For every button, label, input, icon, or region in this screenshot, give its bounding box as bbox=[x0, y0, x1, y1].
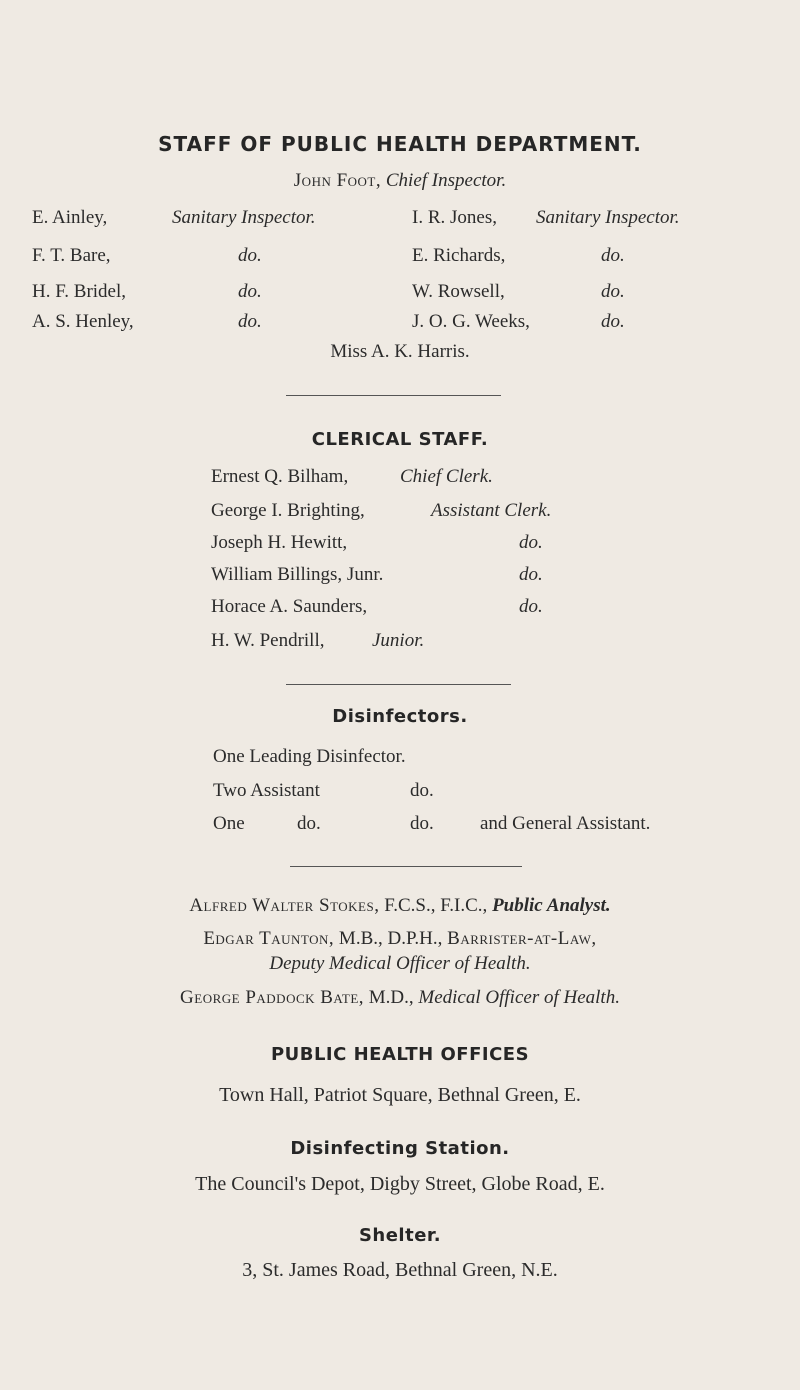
officer-taunton-name: Edgar Taunton, bbox=[203, 928, 335, 949]
staff-left-role-4: do. bbox=[238, 311, 262, 332]
officer-bate-quals: M.D., bbox=[368, 987, 414, 1008]
staff-heading: STAFF OF PUBLIC HEALTH DEPARTMENT. bbox=[158, 132, 642, 156]
clerical-name-4: William Billings, Junr. bbox=[211, 564, 384, 585]
chief-inspector-name: John Foot, bbox=[293, 170, 382, 191]
clerical-role-5: do. bbox=[519, 596, 543, 617]
staff-left-name-1: E. Ainley, bbox=[32, 207, 108, 228]
officer-taunton-quals: M.B., D.P.H., bbox=[338, 928, 443, 949]
staff-left-name-2: F. T. Bare, bbox=[32, 245, 111, 266]
offices-heading: PUBLIC HEALTH OFFICES bbox=[270, 1044, 530, 1065]
staff-right-role-1: Sanitary Inspector. bbox=[536, 207, 680, 228]
staff-left-role-2: do. bbox=[238, 245, 262, 266]
chief-inspector-role: Chief Inspector. bbox=[385, 170, 507, 191]
clerical-name-2: George I. Brighting, bbox=[211, 500, 365, 521]
staff-right-role-2: do. bbox=[601, 245, 625, 266]
staff-left-name-3: H. F. Bridel, bbox=[32, 281, 127, 302]
disinfectors-line-3b: do. bbox=[297, 813, 321, 834]
station-heading: Disinfecting Station. bbox=[290, 1138, 510, 1159]
shelter-heading: Shelter. bbox=[358, 1225, 442, 1246]
staff-right-name-3: W. Rowsell, bbox=[412, 281, 505, 302]
officer-bate-role: Medical Officer of Health. bbox=[418, 987, 620, 1008]
disinfectors-line-2a: Two Assistant bbox=[213, 780, 320, 801]
officer-taunton-line bbox=[0, 928, 800, 950]
officer-stokes-role: Public Analyst. bbox=[492, 895, 611, 916]
disinfectors-line-3c: do. bbox=[410, 813, 434, 834]
officer-taunton-extra: Barrister-at-Law, bbox=[447, 928, 597, 949]
officer-bate-name: George Paddock Bate, bbox=[180, 987, 365, 1008]
divider-2 bbox=[286, 684, 511, 685]
staff-left-name-4: A. S. Henley, bbox=[32, 311, 134, 332]
staff-last-line: Miss A. K. Harris. bbox=[330, 341, 470, 362]
clerical-role-3: do. bbox=[519, 532, 543, 553]
clerical-role-6: Junior. bbox=[372, 630, 425, 651]
officer-bate-line bbox=[0, 987, 800, 1009]
clerical-name-6: H. W. Pendrill, bbox=[211, 630, 325, 651]
staff-right-name-4: J. O. G. Weeks, bbox=[412, 311, 530, 332]
chief-inspector-line bbox=[0, 170, 800, 192]
staff-right-role-3: do. bbox=[601, 281, 625, 302]
clerical-name-3: Joseph H. Hewitt, bbox=[211, 532, 348, 553]
staff-left-role-1: Sanitary Inspector. bbox=[172, 207, 316, 228]
staff-left-role-3: do. bbox=[238, 281, 262, 302]
divider-1 bbox=[286, 395, 501, 396]
disinfectors-line-3a: One bbox=[213, 813, 245, 834]
station-address: The Council's Depot, Digby Street, Globe Road, E. bbox=[195, 1173, 605, 1195]
offices-address: Town Hall, Patriot Square, Bethnal Green, E. bbox=[219, 1084, 581, 1106]
clerical-role-2: Assistant Clerk. bbox=[431, 500, 552, 521]
clerical-role-1: Chief Clerk. bbox=[400, 466, 493, 487]
disinfectors-heading: Disinfectors. bbox=[332, 706, 468, 727]
officer-taunton-role: Deputy Medical Officer of Health. bbox=[269, 953, 531, 974]
clerical-role-4: do. bbox=[519, 564, 543, 585]
clerical-heading: CLERICAL STAFF. bbox=[311, 429, 489, 450]
shelter-address: 3, St. James Road, Bethnal Green, N.E. bbox=[242, 1259, 558, 1281]
staff-right-name-1: I. R. Jones, bbox=[412, 207, 497, 228]
staff-right-role-4: do. bbox=[601, 311, 625, 332]
officer-stokes-quals: F.C.S., F.I.C., bbox=[384, 895, 488, 916]
staff-right-name-2: E. Richards, bbox=[412, 245, 506, 266]
divider-3 bbox=[290, 866, 522, 867]
officer-stokes-name: Alfred Walter Stokes, bbox=[189, 895, 380, 916]
clerical-name-1: Ernest Q. Bilham, bbox=[211, 466, 349, 487]
clerical-name-5: Horace A. Saunders, bbox=[211, 596, 368, 617]
disinfectors-line-3d: and General Assistant. bbox=[480, 813, 651, 834]
disinfectors-line-1: One Leading Disinfector. bbox=[213, 746, 406, 767]
disinfectors-line-2b: do. bbox=[410, 780, 434, 801]
officer-stokes-line bbox=[0, 895, 800, 917]
